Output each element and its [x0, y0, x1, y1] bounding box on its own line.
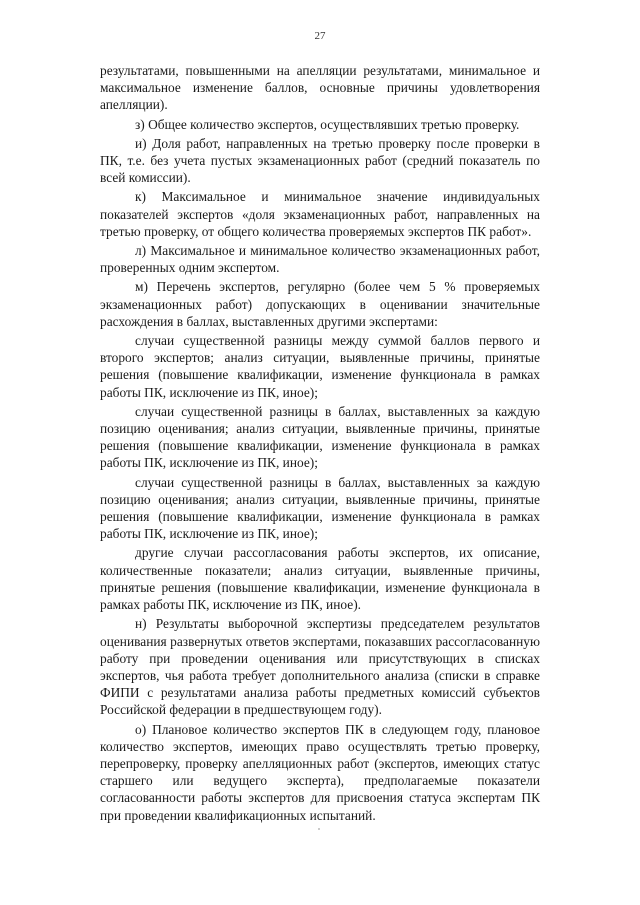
paragraph-m: м) Перечень экспертов, регулярно (более чем 5 % проверяемых экзаменационных работ) допускающих в оценивании значительные расхождения в баллах, выставленных другими экспертами: — [100, 279, 540, 329]
paragraph-n: н) Результаты выборочной экспертизы председателем результатов оценивания развернутых ответов экспертами, показавших рассогласованную работу при проведении оценивания или присутствующих в списках экспертов, чья работа требует дополнительного анализа (списки в справке ФИПИ с результатами анализа работы предметных комиссий субъектов Российской федерации в предшествующем году). — [100, 616, 540, 718]
paragraph-m-case-2: случаи существенной разницы в баллах, выставленных за каждую позицию оценивания; анализ ситуации, выявленные причины, принятые решения (повышение квалификации, изменение функционала в рамках работы ПК, исключение из ПК, иное); — [100, 403, 540, 471]
paragraph-m-case-3: случаи существенной разницы в баллах, выставленных за каждую позицию оценивания; анализ ситуации, выявленные причины, принятые решения (повышение квалификации, изменение функционала в рамках работы ПК, исключение из ПК, иное); — [100, 474, 540, 542]
paragraph-m-case-4: другие случаи рассогласования работы экспертов, их описание, количественные показатели; анализ ситуации, выявленные причины, принятые решения (повышение квалификации, изменение функционала в рамках работы ПК, исключение из ПК, иное). — [100, 545, 540, 613]
paragraph-o: о) Плановое количество экспертов ПК в следующем году, плановое количество экспертов, имеющих право осуществлять третью проверку, перепроверку, проверку апелляционных работ (экспертов, имеющих статус старшего или ведущего эксперта), предполагаемые показатели согласованности работы экспертов для присвоения статуса экспертам ПК при проведении квалификационных испытаний. — [100, 721, 540, 823]
page-number: 27 — [314, 30, 326, 42]
paragraph-continuation: результатами, повышенными на апелляции результатами, минимальное и максимальное изменение баллов, основные причины удовлетворения апелляции). — [100, 63, 540, 113]
paragraph-i: и) Доля работ, направленных на третью проверку после проверки в ПК, т.е. без учета пустых экзаменационных работ (средний показатель по всей комиссии). — [100, 135, 540, 186]
paragraph-m-case-1: случаи существенной разницы между суммой баллов первого и второго экспертов; анализ ситуации, выявленные причины, принятые решения (повышение квалификации, изменение функционала в рамках работы ПК, исключение из ПК, иное); — [100, 333, 540, 400]
document-body — [100, 62, 540, 824]
paragraph-l: л) Максимальное и минимальное количество экзаменационных работ, проверенных одним экспертом. — [100, 243, 540, 276]
paragraph-z: з) Общее количество экспертов, осуществлявших третью проверку. — [135, 116, 520, 132]
scan-speck — [318, 828, 320, 830]
paragraph-k: к) Максимальное и минимальное значение индивидуальных показателей экспертов «доля экзаменационных работ, направленных на третью проверку, от общего количества проверяемых экспертов ПК работ». — [100, 189, 540, 239]
